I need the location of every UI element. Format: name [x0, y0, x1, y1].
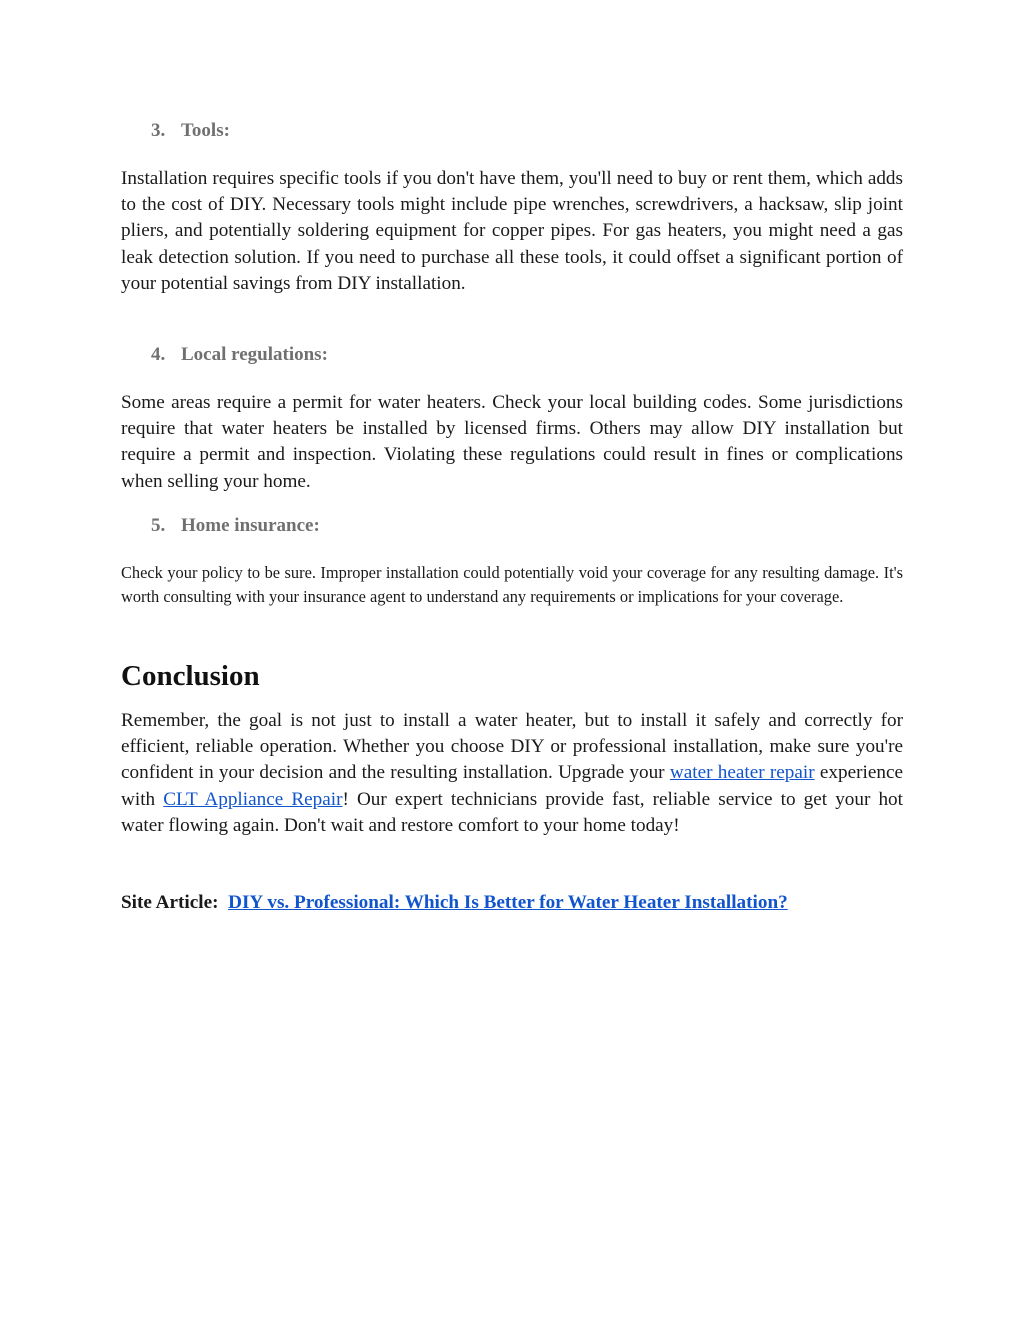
conclusion-text: ! Our expert technicians provide fast, reliable service to get your hot water flowing again. Don't wait and restore comfort to your home today! — [121, 788, 903, 836]
section-body-local-regulations: Some areas require a permit for water heaters. Check your local building codes. Some jurisdictions require that water heaters be installed by licensed firms. Others may allow DIY installation but require a permit and inspection. Violating these regulations could result in fines or complications when selling your home. — [121, 392, 903, 492]
list-number: 4. — [151, 344, 166, 365]
site-article-label: Site Article: — [121, 892, 219, 913]
section-heading-local-regulations — [151, 344, 328, 366]
conclusion-text: experience with — [121, 762, 903, 810]
section-heading-tools — [151, 120, 230, 142]
conclusion-text: Remember, the goal is not just to install a water heater, but to install it safely and correctly for efficient, reliable operation. Whether you choose DIY or professional installation, make sure you're confident in your decision and the resulting installation. Upgrade your — [121, 710, 903, 784]
conclusion-body — [121, 708, 903, 839]
section-body-home-insurance: Check your policy to be sure. Improper installation could potentially void your coverage for any resulting damage. It's worth consulting with your insurance agent to understand any requirements or implications for your coverage. — [121, 563, 903, 606]
section-title: Tools: — [181, 120, 230, 141]
site-article-link[interactable]: DIY vs. Professional: Which Is Better for Water Heater Installation? — [228, 892, 788, 913]
section-body-tools: Installation requires specific tools if you don't have them, you'll need to buy or rent them, which adds to the cost of DIY. Necessary tools might include pipe wrenches, screwdrivers, a hacksaw, slip joint pliers, and potentially soldering equipment for copper pipes. For gas heaters, you might need a gas leak detection solution. If you need to purchase all these tools, it could offset a significant portion of your potential savings from DIY installation. — [121, 168, 903, 294]
section-heading-home-insurance — [151, 515, 320, 537]
list-number: 5. — [151, 515, 166, 536]
water-heater-repair-link[interactable]: water heater repair — [669, 762, 815, 784]
section-title: Local regulations: — [181, 344, 328, 365]
clt-appliance-repair-link[interactable]: CLT Appliance Repair — [163, 788, 343, 810]
site-article — [121, 890, 903, 916]
section-title: Home insurance: — [181, 515, 320, 536]
list-number: 3. — [151, 120, 166, 141]
conclusion-heading: Conclusion — [121, 660, 260, 692]
